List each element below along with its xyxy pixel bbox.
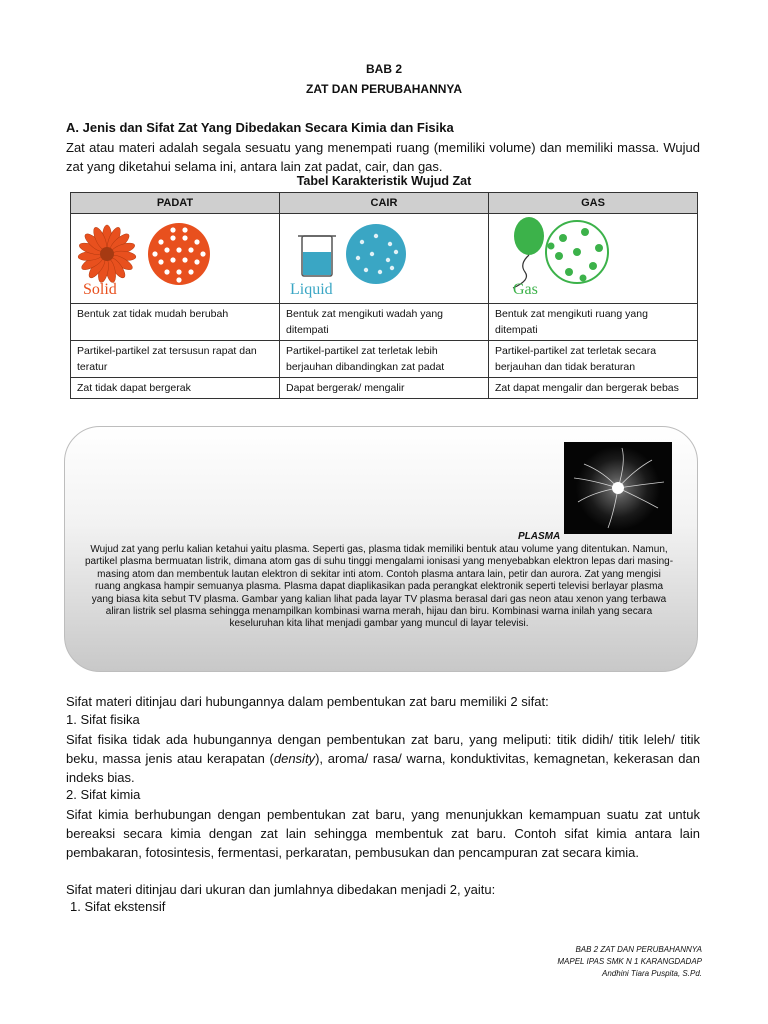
table-cell: Bentuk zat mengikuti ruang yang ditempati: [489, 304, 698, 341]
table-row: [71, 378, 698, 399]
solid-illustration: [71, 214, 279, 298]
liquid-illustration: [280, 214, 488, 298]
gas-label: Gas: [513, 281, 538, 298]
header-cair: CAIR: [280, 193, 489, 214]
properties-intro: Sifat materi ditinjau dari hubungannya dalam pembentukan zat baru memiliki 2 sifat:: [66, 694, 549, 709]
plasma-paragraph: Wujud zat yang perlu kalian ketahui yaitu plasma. Seperti gas, plasma tidak memiliki bentuk atau volume yang ditentukan. Namun, partikel plasma bermuatan listrik, dimana atom gas di suhu tinggi mengalami ionisasi yang menyebabkan elektron lepas dari masing-masing atom dan membentuk lautan elektron di sekitar inti atom. Contoh plasma antara lain, petir dan aurora. Zat yang mengisi ruang angkasa hampir semuanya plasma. Plasma dapat diaplikasikan pada perangkat elektronik seperti televisi berlayar plasma yang biasa kita sebut TV plasma. Gambar yang kalian lihat pada layar TV plasma berasal dari gas neon atau xenon yang terbawa aliran listrik sel plasma sehingga menampilkan kombinasi warna merah, hijau dan biru. Kombinasi warna inilah yang secara keseluruhan kita lihat menjadi gambar yang muncul di layar televisi.: [84, 544, 674, 630]
table-row: [71, 341, 698, 378]
solid-particles-icon: [148, 223, 210, 285]
table-row: [71, 304, 698, 341]
gas-illustration-cell: [489, 214, 698, 304]
size-properties-intro: Sifat materi ditinjau dari ukuran dan jumlahnya dibedakan menjadi 2, yaitu:: [66, 882, 496, 897]
list-item-physical: 1. Sifat fisika: [66, 712, 140, 727]
italic-term: density: [273, 751, 316, 766]
table-cell: Zat tidak dapat bergerak: [71, 378, 280, 399]
liquid-label: Liquid: [290, 281, 333, 298]
plasma-title: PLASMA: [518, 531, 561, 542]
flower-icon: [78, 225, 137, 283]
gas-illustration: [489, 214, 697, 298]
plasma-ball-icon: [564, 442, 672, 534]
section-heading: A. Jenis dan Sifat Zat Yang Dibedakan Secara Kimia dan Fisika: [66, 120, 454, 135]
states-of-matter-table: [70, 192, 698, 399]
text-fragment: ), aroma/ rasa/ warna, konduktivitas, kemagnetan, kekerasan dan indeks bias.: [66, 751, 700, 785]
plasma-image: [564, 442, 672, 534]
table-cell: Partikel-partikel zat terletak lebih berjauhan dibandingkan zat padat: [280, 341, 489, 378]
physical-properties-paragraph: [66, 730, 700, 787]
table-cell: Dapat bergerak/ mengalir: [280, 378, 489, 399]
list-item-extensive: 1. Sifat ekstensif: [70, 899, 166, 914]
table-cell: Zat dapat mengalir dan bergerak bebas: [489, 378, 698, 399]
chapter-label: BAB 2: [365, 62, 402, 76]
text-fragment: Sifat fisika tidak ada hubungannya dengan pembentukan zat baru, yang meliputi: titik didih/ titik leleh/ titik beku, massa jenis atau kerapatan (: [66, 732, 700, 766]
beaker-icon: [298, 236, 336, 276]
list-item-chemical: 2. Sifat kimia: [66, 787, 141, 802]
table-caption: Tabel Karakteristik Wujud Zat: [296, 174, 472, 188]
table-cell: Bentuk zat mengikuti wadah yang ditempati: [280, 304, 489, 341]
liquid-illustration-cell: [280, 214, 489, 304]
table-cell: Partikel-partikel zat tersusun rapat dan teratur: [71, 341, 280, 378]
liquid-particles-icon: [346, 224, 406, 284]
intro-paragraph: Zat atau materi adalah segala sesuatu yang menempati ruang (memiliki volume) dan memiliki massa. Wujud zat yang diketahui selama ini, antara lain zat padat, cair, dan gas.: [66, 140, 700, 174]
footer-line-3: Andhini Tiara Puspita, S.Pd.: [602, 969, 702, 978]
table-cell: Bentuk zat tidak mudah berubah: [71, 304, 280, 341]
header-padat: PADAT: [71, 193, 280, 214]
chemical-properties-paragraph: Sifat kimia berhubungan dengan pembentukan zat baru, yang menunjukkan kemampuan suatu zat untuk bereaksi secara kimia dengan zat lain sehingga membentuk zat baru. Contoh sifat kimia antara lain pembakaran, fotosintesis, fermentasi, perkaratan, pembusukan dan pencampuran zat secara kimia.: [66, 807, 700, 860]
balloon-icon: [513, 217, 544, 288]
header-gas: GAS: [489, 193, 698, 214]
chapter-title: ZAT DAN PERUBAHANNYA: [305, 82, 462, 96]
solid-label: Solid: [83, 281, 117, 298]
solid-illustration-cell: [71, 214, 280, 304]
footer-line-2: MAPEL IPAS SMK N 1 KARANGDADAP: [557, 957, 702, 966]
table-cell: Partikel-partikel zat terletak secara berjauhan dan tidak beraturan: [489, 341, 698, 378]
gas-particles-icon: [546, 221, 608, 283]
footer-line-1: BAB 2 ZAT DAN PERUBAHANNYA: [575, 945, 702, 954]
